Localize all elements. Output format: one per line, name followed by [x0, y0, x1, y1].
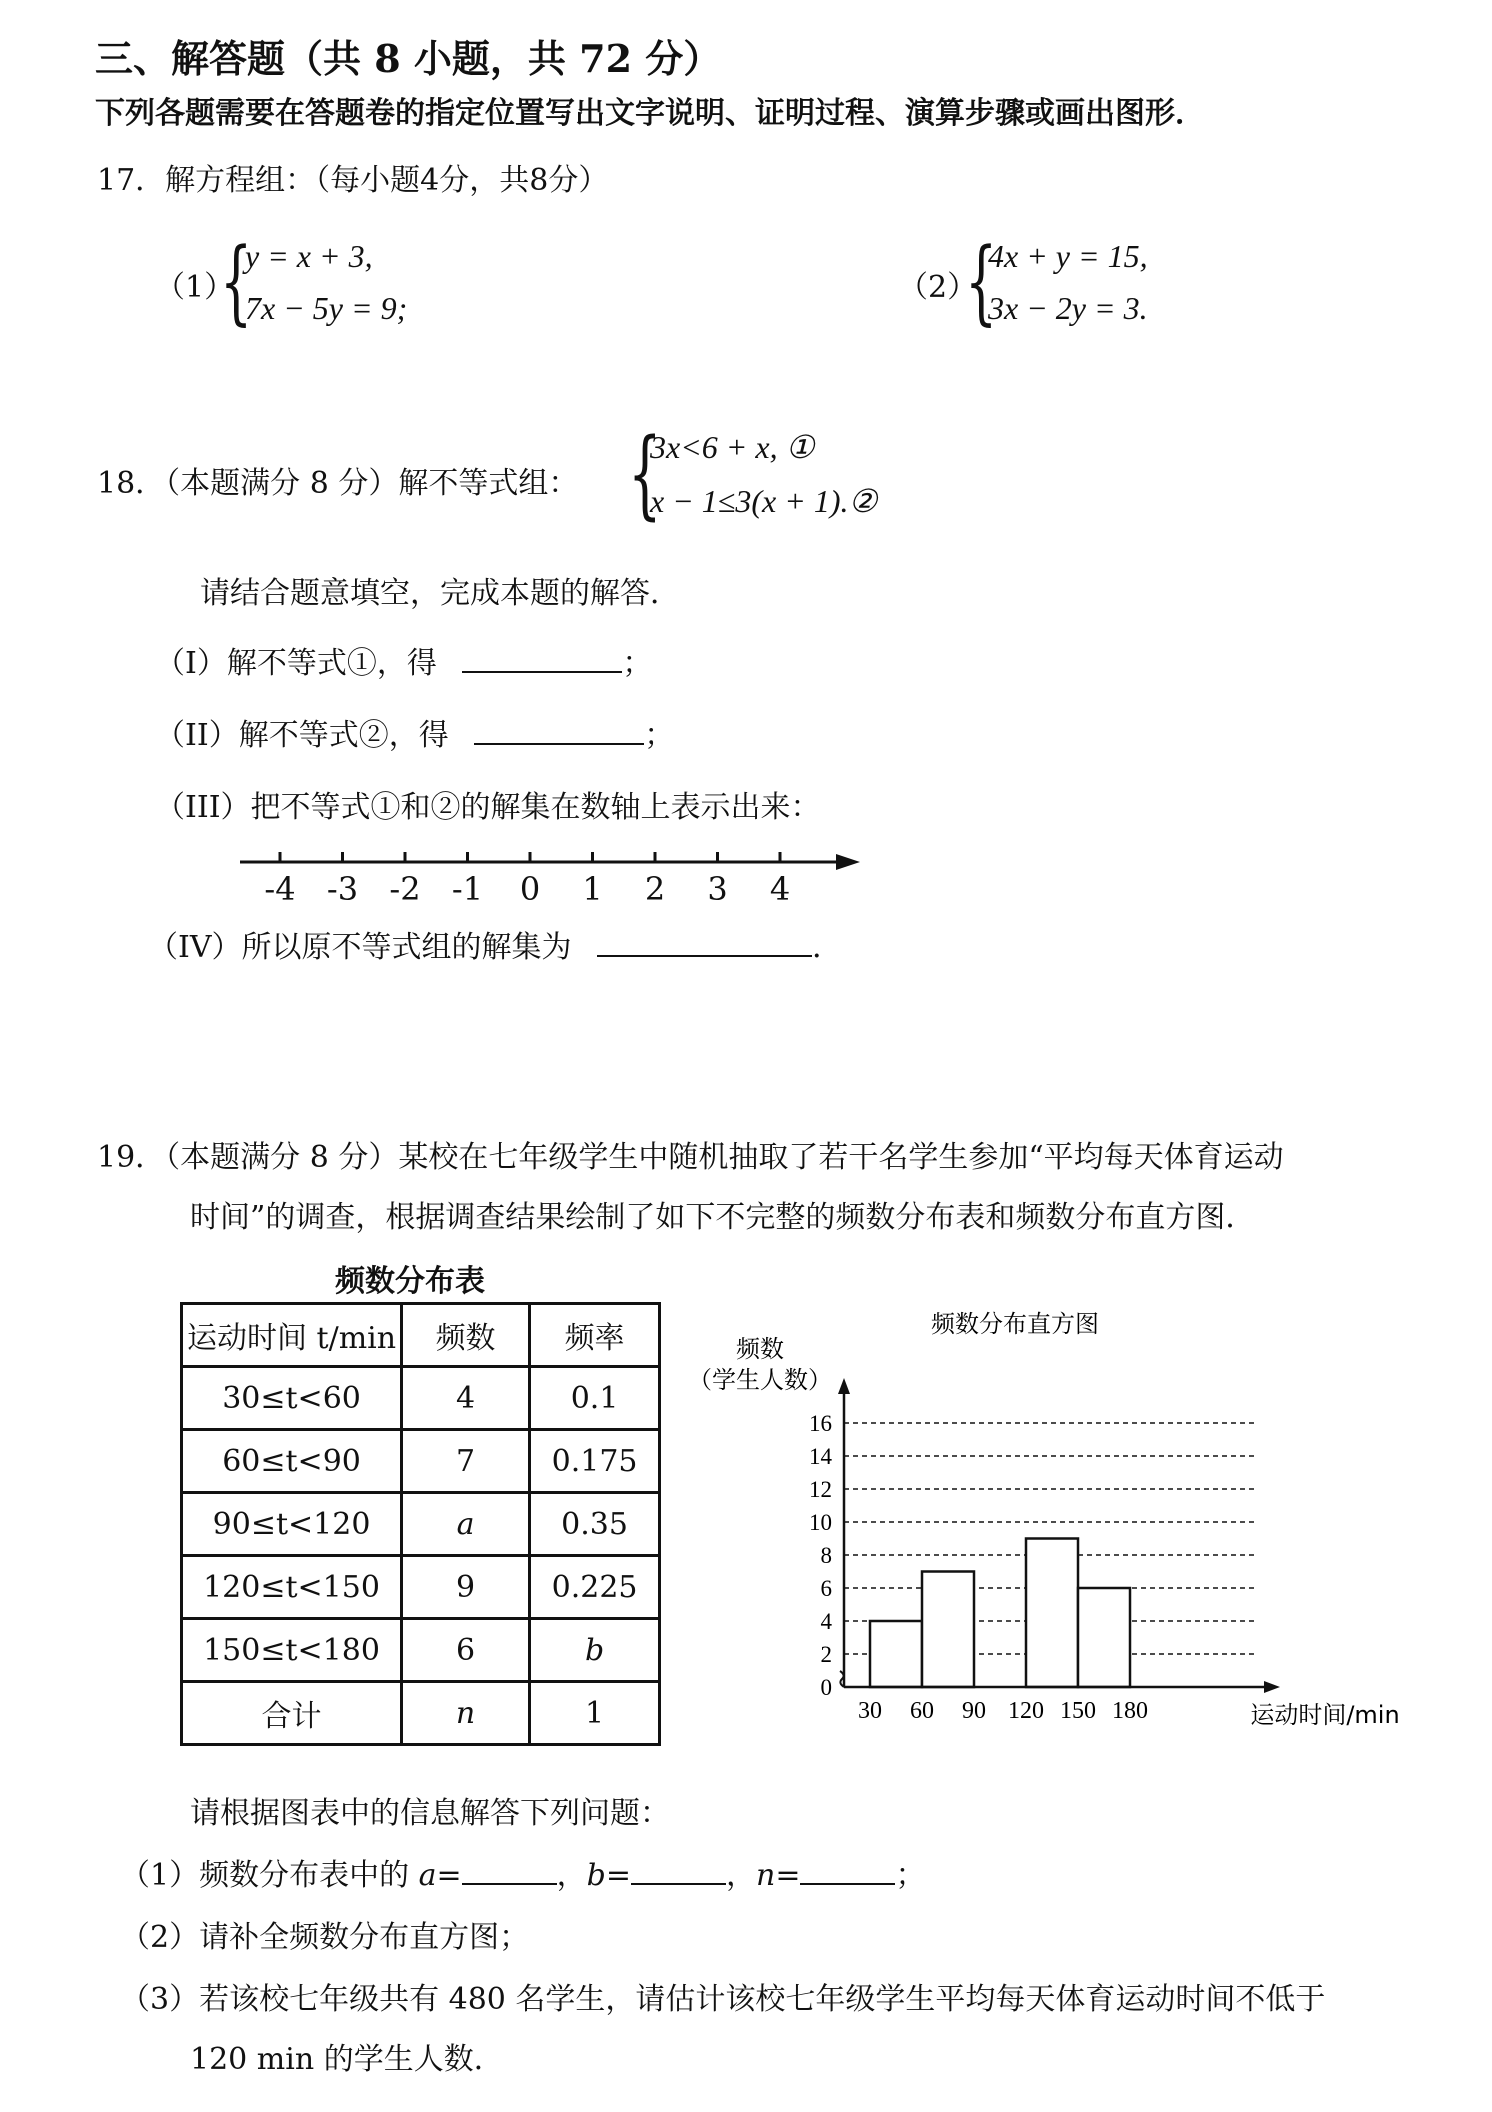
q18-prompt: 请结合题意填空，完成本题的解答．	[200, 576, 680, 611]
number-line-label: 3	[707, 870, 728, 908]
table-cell: 90≤t<120	[182, 1493, 402, 1556]
table-row	[182, 1430, 660, 1493]
table-row	[182, 1556, 660, 1619]
table-cell: 0.225	[530, 1556, 660, 1619]
table-header-cell: 运动时间 t/min	[182, 1304, 402, 1367]
y-tick-label: 0	[820, 1675, 832, 1700]
section-title: 三、解答题（共 8 小题，共 72 分）	[95, 36, 722, 81]
histogram-bar	[870, 1621, 922, 1687]
arrow-icon	[836, 854, 860, 870]
arrow-icon	[838, 1378, 850, 1394]
number-line-label: 0	[519, 870, 541, 908]
q17-part1-eq2: 7x − 5y = 9;	[245, 290, 408, 326]
q18-step4-end: ．	[812, 930, 843, 965]
q18-step4-text: （IV）所以原不等式组的解集为	[148, 930, 572, 965]
q18-inequality-2: x − 1≤3(x + 1).②	[650, 483, 878, 519]
q19-sub3-line2: 120 min 的学生人数．	[190, 2042, 504, 2077]
q19-sub1-b-label: b=	[586, 1858, 631, 1893]
q19-sub1-sep: ，	[726, 1858, 756, 1893]
brace-icon: {	[628, 418, 662, 530]
x-tick-label: 60	[910, 1698, 934, 1724]
y-tick-label: 4	[820, 1609, 832, 1634]
y-tick-label: 8	[820, 1543, 832, 1568]
table-header-row	[182, 1304, 660, 1367]
q19-sub1-sep: ，	[556, 1858, 587, 1893]
q19-sub1-n-label: n=	[756, 1858, 801, 1893]
section-instruction: 下列各题需要在答题卷的指定位置写出文字说明、证明过程、演算步骤或画出图形．	[95, 96, 1205, 131]
table-cell: 0.1	[530, 1367, 660, 1430]
table-cell: 1	[530, 1682, 660, 1745]
brace-icon: {	[220, 228, 253, 335]
table-cell: 6	[402, 1619, 530, 1682]
arrow-icon	[1264, 1681, 1280, 1693]
q19-prompt: 请根据图表中的信息解答下列问题：	[190, 1796, 670, 1831]
y-tick-label: 2	[820, 1642, 832, 1667]
answer-blank[interactable]	[800, 1883, 895, 1885]
histogram-bar	[1026, 1539, 1078, 1688]
brace-icon: {	[965, 228, 998, 335]
answer-blank[interactable]	[462, 1883, 557, 1885]
table-title: 频数分布表	[335, 1264, 485, 1299]
chart-ylabel-line2: （学生人数）	[688, 1366, 832, 1394]
x-tick-label: 120	[1008, 1698, 1044, 1724]
table-cell: 60≤t<90	[182, 1430, 402, 1493]
table-cell: 0.175	[530, 1430, 660, 1493]
number-line-label: -4	[264, 870, 296, 908]
number-line-label: -3	[326, 870, 359, 908]
table-cell: n	[402, 1682, 530, 1745]
table-cell: a	[402, 1493, 530, 1556]
chart-xlabel: 运动时间/min	[1250, 1701, 1400, 1729]
q18-step2	[155, 710, 674, 754]
q18-step1	[155, 638, 652, 682]
q17-part2-eq2: 3x − 2y = 3.	[988, 290, 1148, 326]
number-line-label: 4	[769, 870, 791, 908]
y-tick-label: 16	[809, 1411, 832, 1436]
table-row	[182, 1682, 660, 1745]
q19-sub3-line1: （3）若该校七年级共有 480 名学生，请估计该校七年级学生平均每天体育运动时间不低于	[120, 1982, 1326, 2017]
answer-blank[interactable]	[474, 743, 644, 745]
table-cell: 150≤t<180	[182, 1619, 402, 1682]
q18-step2-text: （II）解不等式②，得	[155, 718, 449, 753]
table-cell: 120≤t<150	[182, 1556, 402, 1619]
q19-stem-line2: 时间”的调查，根据调查结果绘制了如下不完整的频数分布表和频数分布直方图．	[190, 1200, 1256, 1235]
q18-step2-end: ；	[644, 718, 675, 753]
histogram-chart	[680, 1290, 1400, 1760]
histogram-bar	[922, 1572, 974, 1688]
table-row	[182, 1367, 660, 1430]
q17-part2-eq1: 4x + y = 15,	[988, 238, 1148, 274]
q17-stem: 17．解方程组：（每小题4分，共8分）	[97, 163, 609, 198]
q18-step3: （III）把不等式①和②的解集在数轴上表示出来：	[155, 790, 821, 825]
table-cell: 9	[402, 1556, 530, 1619]
table-cell: 合计	[182, 1682, 402, 1745]
table-cell: b	[530, 1619, 660, 1682]
frequency-table	[180, 1302, 661, 1746]
x-tick-label: 180	[1112, 1698, 1148, 1724]
q18-step1-end: ；	[622, 646, 653, 681]
q18-stem: 18．（本题满分 8 分）解不等式组：	[97, 466, 579, 501]
number-line-label: -1	[451, 870, 484, 908]
q18-step1-text: （I）解不等式①，得	[155, 646, 437, 681]
x-tick-label: 150	[1060, 1698, 1096, 1724]
number-line-label: -2	[389, 870, 421, 908]
q17-part1-eq1: y = x + 3,	[245, 238, 373, 274]
q19-sub1-label: （1）频数分布表中的	[120, 1858, 419, 1893]
q19-sub1-a-label: a=	[418, 1858, 462, 1893]
q18-step4	[148, 922, 842, 966]
histogram-bar	[1078, 1588, 1130, 1687]
table-cell: 4	[402, 1367, 530, 1430]
y-tick-label: 14	[809, 1444, 832, 1469]
y-tick-label: 12	[809, 1477, 832, 1502]
q19-sub1-end: ；	[895, 1858, 926, 1893]
q17-part2-label: （2）	[898, 270, 978, 305]
x-tick-label: 30	[858, 1698, 882, 1724]
chart-ylabel-line1: 频数	[736, 1335, 784, 1363]
chart-title: 频数分布直方图	[931, 1310, 1099, 1338]
table-header-cell: 频数	[402, 1304, 530, 1367]
answer-blank[interactable]	[462, 671, 622, 673]
q19-stem-line1: 19．（本题满分 8 分）某校在七年级学生中随机抽取了若干名学生参加“平均每天体育运动	[97, 1140, 1284, 1175]
q19-sub1	[120, 1850, 925, 1894]
q18-inequality-1: 3x<6 + x, ①	[650, 429, 815, 465]
table-row	[182, 1493, 660, 1556]
table-cell: 30≤t<60	[182, 1367, 402, 1430]
number-line-label: 2	[644, 870, 666, 908]
y-tick-label: 10	[809, 1510, 832, 1535]
q19-sub2: （2）请补全频数分布直方图；	[120, 1920, 530, 1955]
table-cell: 7	[402, 1430, 530, 1493]
table-header-cell: 频率	[530, 1304, 660, 1367]
table-row	[182, 1619, 660, 1682]
y-tick-label: 6	[820, 1576, 832, 1601]
table-cell: 0.35	[530, 1493, 660, 1556]
x-tick-label: 90	[962, 1698, 986, 1724]
number-line-label: 1	[582, 870, 603, 908]
q17-part1-label: （1）	[155, 270, 235, 305]
answer-blank[interactable]	[597, 955, 812, 957]
answer-blank[interactable]	[631, 1883, 726, 1885]
